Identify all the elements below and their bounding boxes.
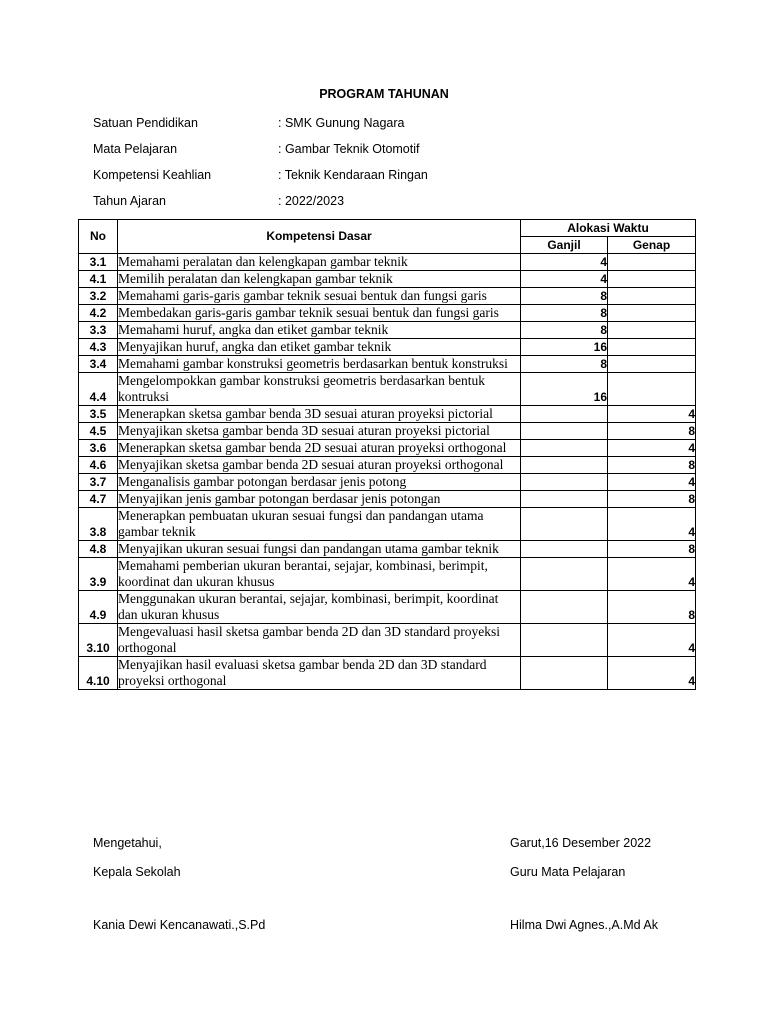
row-ganjil: 16 — [521, 339, 608, 356]
signature-left-greeting: Mengetahui, — [93, 836, 162, 850]
row-no: 4.4 — [79, 373, 118, 406]
row-genap: 4 — [608, 508, 696, 541]
row-ganjil — [521, 508, 608, 541]
header-genap: Genap — [608, 237, 696, 254]
table-row — [79, 356, 696, 373]
row-kompetensi-dasar: Memahami peralatan dan kelengkapan gambar teknik — [118, 254, 521, 271]
row-no: 4.6 — [79, 457, 118, 474]
table-row — [79, 558, 696, 591]
row-ganjil — [521, 491, 608, 508]
table-row — [79, 591, 696, 624]
row-ganjil — [521, 541, 608, 558]
table-row — [79, 254, 696, 271]
table-row — [79, 508, 696, 541]
table-row — [79, 271, 696, 288]
row-no: 3.5 — [79, 406, 118, 423]
table-row — [79, 457, 696, 474]
row-ganjil: 4 — [521, 254, 608, 271]
header-kompetensi-dasar: Kompetensi Dasar — [118, 220, 521, 254]
row-no: 3.6 — [79, 440, 118, 457]
row-kompetensi-dasar: Memahami garis-garis gambar teknik sesuai bentuk dan fungsi garis — [118, 288, 521, 305]
info-label: Satuan Pendidikan — [93, 116, 198, 130]
row-kompetensi-dasar: Menyajikan sketsa gambar benda 3D sesuai aturan proyeksi pictorial — [118, 423, 521, 440]
row-ganjil: 8 — [521, 322, 608, 339]
signature-right-role: Guru Mata Pelajaran — [510, 865, 626, 879]
row-kompetensi-dasar: Menerapkan sketsa gambar benda 2D sesuai aturan proyeksi orthogonal — [118, 440, 521, 457]
row-no: 3.10 — [79, 624, 118, 657]
row-no: 4.2 — [79, 305, 118, 322]
row-genap: 4 — [608, 657, 696, 690]
info-value: : Gambar Teknik Otomotif — [278, 142, 420, 156]
row-no: 4.5 — [79, 423, 118, 440]
table-row — [79, 373, 696, 406]
signature-left-role: Kepala Sekolah — [93, 865, 181, 879]
row-ganjil: 4 — [521, 271, 608, 288]
row-no: 3.9 — [79, 558, 118, 591]
row-kompetensi-dasar: Menerapkan sketsa gambar benda 3D sesuai aturan proyeksi pictorial — [118, 406, 521, 423]
row-no: 4.8 — [79, 541, 118, 558]
row-genap — [608, 339, 696, 356]
row-genap: 4 — [608, 474, 696, 491]
row-ganjil: 8 — [521, 288, 608, 305]
row-kompetensi-dasar: Menyajikan huruf, angka dan etiket gambar teknik — [118, 339, 521, 356]
row-genap: 8 — [608, 457, 696, 474]
row-no: 3.8 — [79, 508, 118, 541]
row-no: 3.7 — [79, 474, 118, 491]
program-table — [78, 219, 696, 690]
row-kompetensi-dasar: Menerapkan pembuatan ukuran sesuai fungsi dan pandangan utama gambar teknik — [118, 508, 521, 541]
row-ganjil — [521, 657, 608, 690]
row-kompetensi-dasar: Mengelompokkan gambar konstruksi geometris berdasarkan bentuk kontruksi — [118, 373, 521, 406]
signature-right-place-date: Garut,16 Desember 2022 — [510, 836, 652, 850]
row-genap — [608, 288, 696, 305]
table-body — [79, 254, 696, 690]
table-row — [79, 541, 696, 558]
info-value: : 2022/2023 — [278, 194, 345, 208]
row-genap: 4 — [608, 624, 696, 657]
row-genap — [608, 271, 696, 288]
row-kompetensi-dasar: Memahami huruf, angka dan etiket gambar teknik — [118, 322, 521, 339]
header-no: No — [79, 220, 118, 254]
row-kompetensi-dasar: Menyajikan ukuran sesuai fungsi dan pandangan utama gambar teknik — [118, 541, 521, 558]
row-no: 4.10 — [79, 657, 118, 690]
table-row — [79, 657, 696, 690]
row-no: 3.4 — [79, 356, 118, 373]
table-row — [79, 288, 696, 305]
header-ganjil: Ganjil — [521, 237, 608, 254]
info-label: Kompetensi Keahlian — [93, 168, 212, 182]
row-ganjil — [521, 558, 608, 591]
row-genap: 8 — [608, 423, 696, 440]
row-kompetensi-dasar: Menggunakan ukuran berantai, sejajar, kombinasi, berimpit, koordinat dan ukuran khusus — [118, 591, 521, 624]
row-ganjil — [521, 457, 608, 474]
row-kompetensi-dasar: Memahami pemberian ukuran berantai, sejajar, kombinasi, berimpit, koordinat dan ukuran khusus — [118, 558, 521, 591]
row-no: 4.7 — [79, 491, 118, 508]
row-genap: 8 — [608, 541, 696, 558]
table-row — [79, 339, 696, 356]
row-genap — [608, 254, 696, 271]
row-genap — [608, 305, 696, 322]
row-no: 3.3 — [79, 322, 118, 339]
row-ganjil — [521, 440, 608, 457]
row-no: 4.9 — [79, 591, 118, 624]
row-ganjil — [521, 406, 608, 423]
row-ganjil: 8 — [521, 305, 608, 322]
row-genap — [608, 373, 696, 406]
table-row — [79, 305, 696, 322]
row-no: 3.2 — [79, 288, 118, 305]
info-value: : Teknik Kendaraan Ringan — [278, 168, 428, 182]
row-kompetensi-dasar: Menganalisis gambar potongan berdasar jenis potong — [118, 474, 521, 491]
row-genap — [608, 356, 696, 373]
row-kompetensi-dasar: Mengevaluasi hasil sketsa gambar benda 2D dan 3D standard proyeksi orthogonal — [118, 624, 521, 657]
table-row — [79, 322, 696, 339]
info-label: Mata Pelajaran — [93, 142, 178, 156]
signature-left-name: Kania Dewi Kencanawati.,S.Pd — [93, 918, 266, 932]
table-row — [79, 406, 696, 423]
table-row — [79, 423, 696, 440]
row-genap: 8 — [608, 491, 696, 508]
row-ganjil — [521, 624, 608, 657]
info-value: : SMK Gunung Nagara — [278, 116, 405, 130]
row-genap: 4 — [608, 406, 696, 423]
row-kompetensi-dasar: Memahami gambar konstruksi geometris berdasarkan bentuk konstruksi — [118, 356, 521, 373]
row-genap: 8 — [608, 591, 696, 624]
row-kompetensi-dasar: Menyajikan hasil evaluasi sketsa gambar benda 2D dan 3D standard proyeksi orthogonal — [118, 657, 521, 690]
table-row — [79, 491, 696, 508]
row-genap: 4 — [608, 440, 696, 457]
table-row — [79, 440, 696, 457]
row-ganjil — [521, 423, 608, 440]
info-label: Tahun Ajaran — [93, 194, 166, 208]
row-ganjil — [521, 591, 608, 624]
row-no: 4.3 — [79, 339, 118, 356]
row-kompetensi-dasar: Memilih peralatan dan kelengkapan gambar teknik — [118, 271, 521, 288]
row-kompetensi-dasar: Menyajikan sketsa gambar benda 2D sesuai aturan proyeksi orthogonal — [118, 457, 521, 474]
row-no: 4.1 — [79, 271, 118, 288]
row-ganjil: 8 — [521, 356, 608, 373]
row-ganjil — [521, 474, 608, 491]
signature-right-name: Hilma Dwi Agnes.,A.Md Ak — [510, 918, 658, 932]
header-alokasi-waktu: Alokasi Waktu — [521, 220, 696, 237]
table-row — [79, 624, 696, 657]
row-kompetensi-dasar: Membedakan garis-garis gambar teknik sesuai bentuk dan fungsi garis — [118, 305, 521, 322]
row-genap: 4 — [608, 558, 696, 591]
row-genap — [608, 322, 696, 339]
row-ganjil: 16 — [521, 373, 608, 406]
table-row — [79, 474, 696, 491]
document-title: PROGRAM TAHUNAN — [319, 87, 449, 101]
row-kompetensi-dasar: Menyajikan jenis gambar potongan berdasar jenis potongan — [118, 491, 521, 508]
row-no: 3.1 — [79, 254, 118, 271]
